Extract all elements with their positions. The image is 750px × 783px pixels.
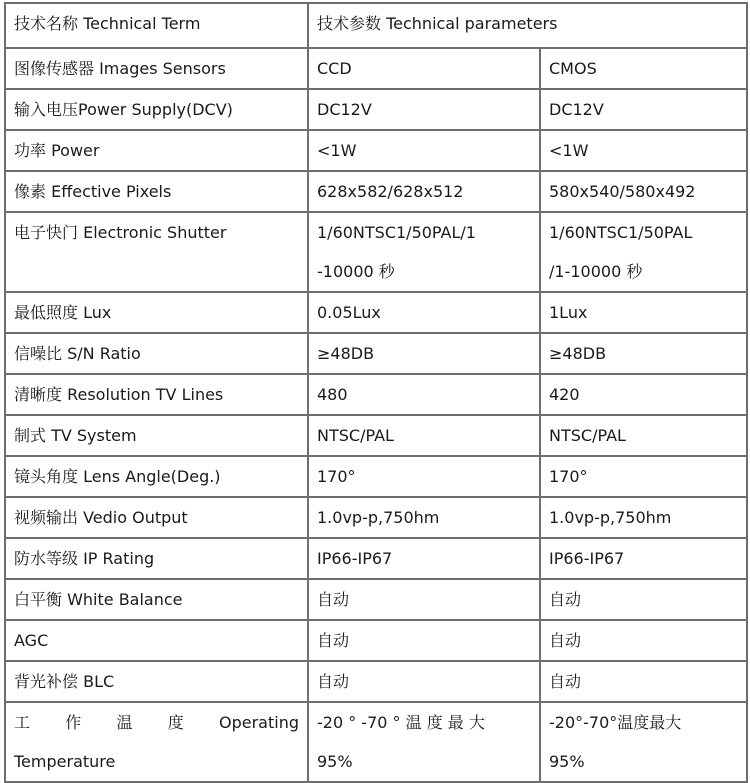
header-term: 技术名称 Technical Term xyxy=(5,3,308,48)
row-cmos: 420 xyxy=(540,374,747,415)
row-term xyxy=(5,702,308,782)
table-row xyxy=(5,497,747,538)
row-cmos: DC12V xyxy=(540,89,747,130)
table-row xyxy=(5,89,747,130)
row-cmos: NTSC/PAL xyxy=(540,415,747,456)
table-row xyxy=(5,212,747,292)
row-cmos: CMOS xyxy=(540,48,747,89)
spec-table xyxy=(4,2,748,783)
row-cmos xyxy=(540,212,747,292)
table-row xyxy=(5,333,747,374)
table-row xyxy=(5,661,747,702)
row-term: AGC xyxy=(5,620,308,661)
table-row xyxy=(5,702,747,782)
row-cmos-line2: /1-10000 秒 xyxy=(549,262,643,281)
table-row xyxy=(5,292,747,333)
row-ccd: 480 xyxy=(308,374,540,415)
row-cmos: 1Lux xyxy=(540,292,747,333)
table-row xyxy=(5,620,747,661)
row-ccd: 自动 xyxy=(308,620,540,661)
row-term: 防水等级 IP Rating xyxy=(5,538,308,579)
row-cmos xyxy=(540,702,747,782)
row-ccd: IP66-IP67 xyxy=(308,538,540,579)
table-row xyxy=(5,171,747,212)
table-row xyxy=(5,48,747,89)
table-row xyxy=(5,456,747,497)
row-cmos: IP66-IP67 xyxy=(540,538,747,579)
row-ccd xyxy=(308,212,540,292)
row-ccd: NTSC/PAL xyxy=(308,415,540,456)
row-term: 镜头角度 Lens Angle(Deg.) xyxy=(5,456,308,497)
row-term: 制式 TV System xyxy=(5,415,308,456)
row-ccd-line1: 1/60NTSC1/50PAL/1 xyxy=(317,223,476,242)
row-term: 输入电压Power Supply(DCV) xyxy=(5,89,308,130)
row-cmos: 自动 xyxy=(540,661,747,702)
row-cmos: 580x540/580x492 xyxy=(540,171,747,212)
row-cmos: ≥48DB xyxy=(540,333,747,374)
row-term: 白平衡 White Balance xyxy=(5,579,308,620)
row-cmos: 170° xyxy=(540,456,747,497)
row-term: 图像传感器 Images Sensors xyxy=(5,48,308,89)
row-ccd: 自动 xyxy=(308,579,540,620)
row-ccd-line2: -10000 秒 xyxy=(317,262,395,281)
row-cmos: 自动 xyxy=(540,579,747,620)
row-term: 清晰度 Resolution TV Lines xyxy=(5,374,308,415)
row-cmos: 自动 xyxy=(540,620,747,661)
row-term: 像素 Effective Pixels xyxy=(5,171,308,212)
table-row xyxy=(5,374,747,415)
row-ccd xyxy=(308,702,540,782)
row-ccd: 自动 xyxy=(308,661,540,702)
row-cmos: <1W xyxy=(540,130,747,171)
row-ccd: 1.0vp-p,750hm xyxy=(308,497,540,538)
row-cmos-line1: -20°-70°温度最大 xyxy=(549,713,682,732)
header-params: 技术参数 Technical parameters xyxy=(308,3,747,48)
row-term: 最低照度 Lux xyxy=(5,292,308,333)
row-term-line1: 工 作 温 度 Operating xyxy=(14,713,299,732)
table-row xyxy=(5,130,747,171)
row-ccd: 628x582/628x512 xyxy=(308,171,540,212)
row-ccd: ≥48DB xyxy=(308,333,540,374)
table-row xyxy=(5,415,747,456)
table-row xyxy=(5,579,747,620)
row-cmos-line1: 1/60NTSC1/50PAL xyxy=(549,223,693,242)
row-ccd-line2: 95% xyxy=(317,752,353,771)
row-term: 电子快门 Electronic Shutter xyxy=(5,212,308,292)
row-ccd: DC12V xyxy=(308,89,540,130)
row-term: 背光补偿 BLC xyxy=(5,661,308,702)
row-ccd: 170° xyxy=(308,456,540,497)
row-ccd: CCD xyxy=(308,48,540,89)
row-ccd: 0.05Lux xyxy=(308,292,540,333)
row-term-line2: Temperature xyxy=(14,752,116,771)
table-row xyxy=(5,538,747,579)
header-row xyxy=(5,3,747,48)
row-ccd-line1: -20 ° -70 ° 温 度 最 大 xyxy=(317,713,485,732)
row-term: 功率 Power xyxy=(5,130,308,171)
row-cmos-line2: 95% xyxy=(549,752,585,771)
row-cmos: 1.0vp-p,750hm xyxy=(540,497,747,538)
row-term: 视频输出 Vedio Output xyxy=(5,497,308,538)
row-term: 信噪比 S/N Ratio xyxy=(5,333,308,374)
row-ccd: <1W xyxy=(308,130,540,171)
